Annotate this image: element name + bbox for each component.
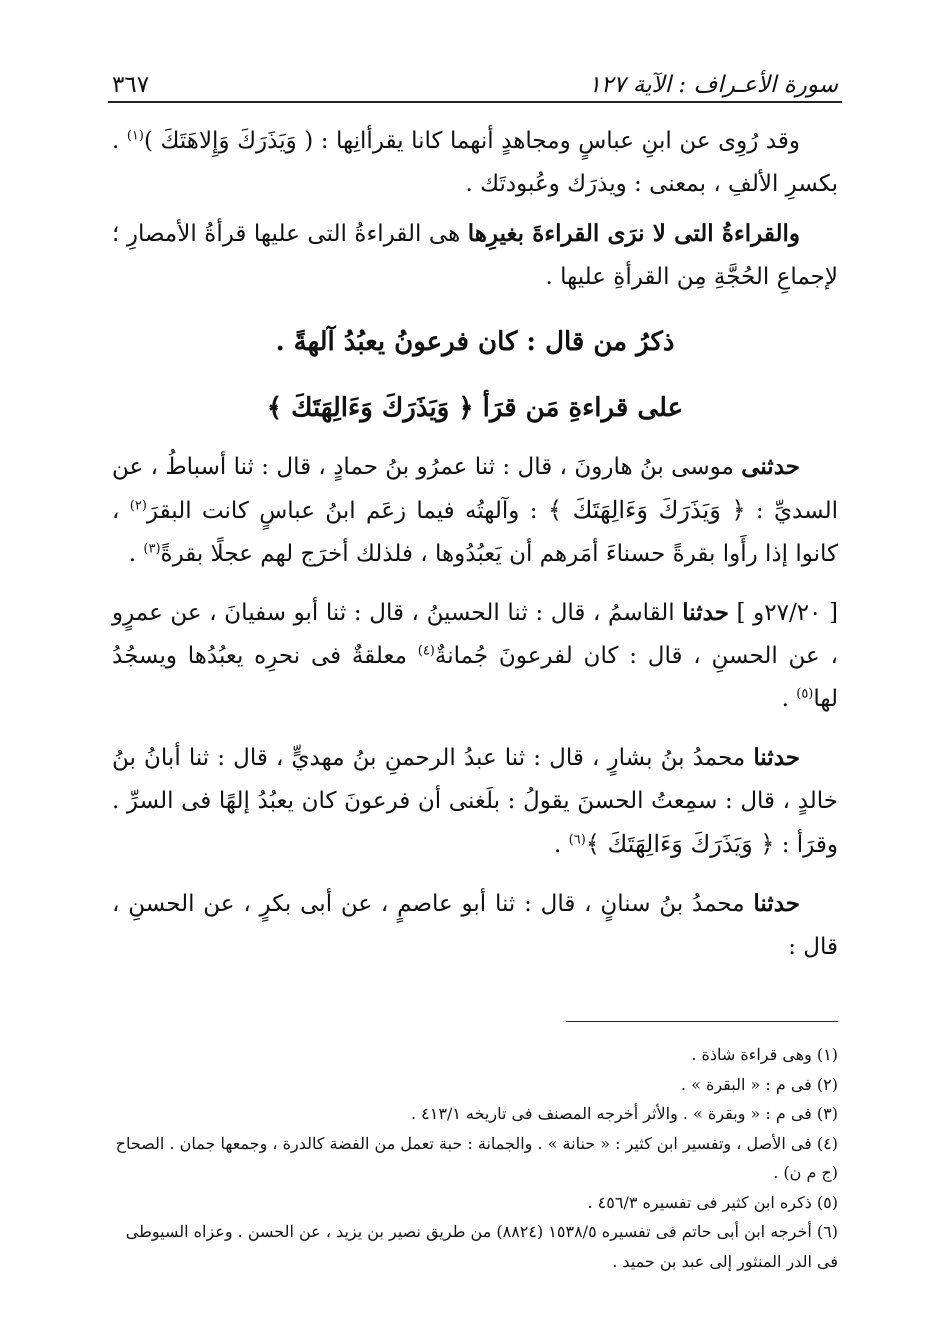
- section-heading-1: ذكرُ من قال : كان فرعونُ يعبُدُ آلهةً .: [275, 327, 675, 357]
- p1-text: وقد رُوِى عن ابنِ عباسٍ ومجاهدٍ أنهما كانا يقرأانِها : ( وَيَذَرَكَ وَإِلاهَتَكَ ): [143, 128, 800, 154]
- footnote-ref-1: (١): [126, 128, 144, 144]
- p3-a: موسى بنُ هارونَ ، قال : ثنا عمرُو بنُ حمادٍ ، قال : ثنا أسباطُ ، عن السديِّ :: [112, 454, 839, 524]
- p2-rest: هى القراءةُ التى عليها قرأةُ الأمصارِ ؛ لإجماعِ الحُجَّةِ مِن القرأةِ عليها .: [112, 221, 838, 290]
- surah-ayah-title: سورة الأعـراف : الآية ١٢٧: [588, 72, 838, 98]
- footnote-1: (١) وهى قراءة شاذة .: [691, 1045, 838, 1064]
- p3-b: : وآلهتُه فيما زعَم ابنُ عباسٍ كانت البقرَ: [146, 498, 548, 524]
- page-number: ٣٦٧: [112, 72, 150, 98]
- p1-tail: . بكسرِ الألفِ ، بمعنى : ويذرَك وعُبودتَك .: [112, 128, 838, 197]
- footnote-ref-4: (٤): [417, 643, 435, 659]
- p5-a: محمدُ بنُ بشارٍ ، قال : ثنا عبدُ الرحمنِ بنُ مهديٍّ ، قال : ثنا أبانُ بنُ خالدٍ ، قال : سمِعتُ الحسنَ يقولُ : بلَغنى أن فرعونَ كان يعبُدُ إلهًا فى السرِّ . وقرَأ :: [112, 745, 838, 858]
- footnotes: [112, 1040, 838, 1276]
- footnote-2: (٢) فى م : « البقرة » .: [680, 1074, 838, 1094]
- footnote-rule: [566, 1021, 838, 1022]
- main-text: [112, 120, 838, 984]
- footnote-ref-6: (٦): [568, 832, 586, 848]
- paragraph-5: [112, 736, 838, 867]
- paragraph-6: [112, 882, 838, 969]
- p3-end: .: [128, 541, 144, 567]
- paragraph-1: [112, 120, 838, 206]
- p3-c: ، كانوا إذا رأَوا بقرةً حسناءَ أمَرهم أن يَعبُدُوها ، فلذلك أخرَج لهم عجلًا بقرةً: [112, 498, 838, 567]
- footnote-4: (٤) فى الأصل ، وتفسير ابن كثير : « حنانة » . والجمانة : حبة تعمل من الفضة كالدرة ، وجمعها جمان . الصحاح (ج م ن) .: [115, 1133, 838, 1182]
- p5-end: .: [554, 832, 569, 858]
- manuscript-ref: [ ٢٧/٢٠و ]: [736, 600, 838, 626]
- section-heading-2: على قراءةِ مَن قرَأ ﴿ وَيَذَرَكَ وَءَالِهَتَكَ ﴾: [266, 393, 684, 423]
- header-rule: [108, 101, 842, 103]
- footnote-ref-5: (٥): [796, 686, 814, 702]
- footnote-5: (٥) ذكره ابن كثير فى تفسيره ٤٥٦/٣ .: [587, 1192, 838, 1212]
- p3-quran: ﴿ وَيَذَرَكَ وَءَالِهَتَكَ ﴾: [547, 496, 746, 524]
- p4-a: القاسمُ ، قال : ثنا الحسينُ ، قال : ثنا أبو سفيانَ ، عن عمرٍو ، عن الحسنِ ، قال : كان لفرعونَ جُمانةٌ: [112, 600, 838, 669]
- p4-b: معلقةٌ فى نحرِه يعبُدُها ويسجُدُ لها: [112, 643, 838, 712]
- p4-lead: حدثنا: [682, 599, 729, 626]
- p5-lead: حدثنا: [753, 744, 800, 771]
- p2-bold: والقراءةُ التى لا نرَى القراءةَ بغيرِها: [467, 220, 800, 247]
- footnote-ref-2: (٢): [129, 498, 147, 514]
- p6-a: محمدُ بنُ سنانٍ ، قال : ثنا أبو عاصمٍ ، عن أبى بكرٍ ، عن الحسنِ ، قال :: [112, 891, 838, 960]
- paragraph-4: [112, 591, 838, 721]
- footnote-3: (٣) فى م : « وبقرة » . والأثر أخرجه المصنف فى تاريخه ٤١٣/١ .: [410, 1104, 838, 1123]
- paragraph-2: [112, 212, 838, 299]
- p5-quran: ﴿ وَيَذَرَكَ وَءَالِهَتَكَ ﴾: [585, 830, 775, 858]
- p3-lead: حدثنى: [741, 453, 800, 480]
- footnote-6: (٦) أخرجه ابن أبى حاتم فى تفسيره ١٥٣٨/٥ (٨٨٢٤) من طريق نصير بن يزيد ، عن الحسن . وعزاه السيوطى فى الدر المنثور إلى عبد بن حميد .: [125, 1222, 838, 1271]
- footnote-ref-3: (٣): [143, 541, 161, 557]
- p4-end: .: [781, 686, 797, 712]
- running-header: [112, 48, 838, 98]
- paragraph-3: [112, 445, 838, 576]
- p6-lead: حدثنا: [753, 890, 800, 917]
